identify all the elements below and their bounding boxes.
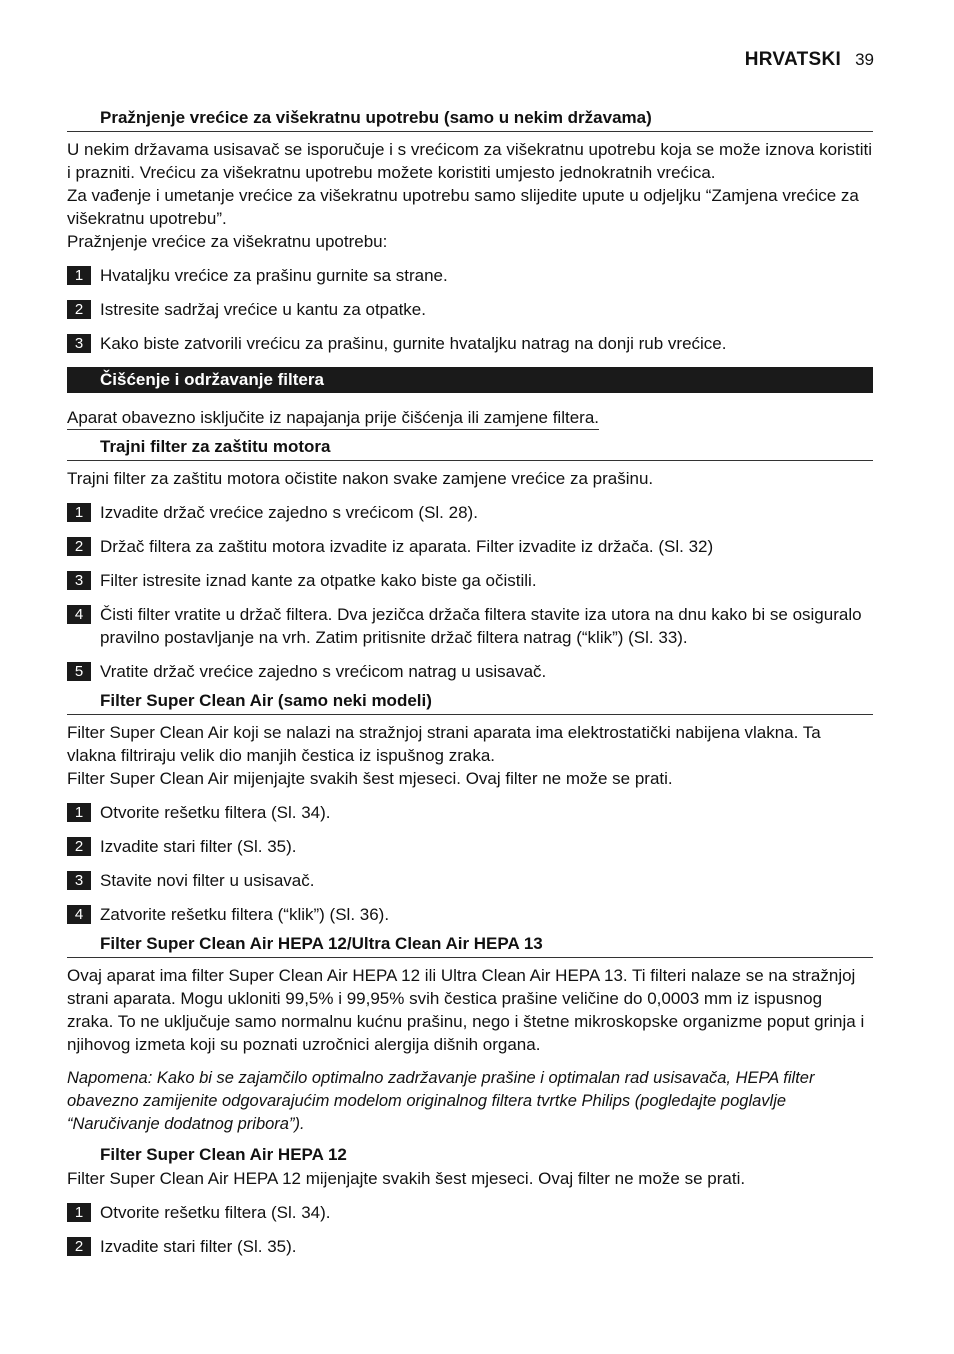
step-item xyxy=(67,869,873,892)
step-text: Stavite novi filter u usisavač. xyxy=(100,871,315,890)
step-text: Vratite držač vrećice zajedno s vrećicom natrag u usisavač. xyxy=(100,662,547,681)
step-text: Držač filtera za zaštitu motora izvadite iz aparata. Filter izvadite iz držača. (Sl. 32) xyxy=(100,537,714,556)
note-text: Napomena: Kako bi se zajamčilo optimalno zadržavanje prašine i optimalan rad usisavača, HEPA filter obavezno zamijenite odgovarajućim modelom originalnog filtera tvrtke Philips (pogledajte poglavlje “Naručivanje dodatnog pribora”). xyxy=(67,1069,815,1133)
paragraph: Filter Super Clean Air koji se nalazi na stražnjoj strani aparata ima elektrostatički nabijena vlakna. Ta vlakna filtriraju velik dio manjih čestica iz ispušnog zraka. xyxy=(67,723,821,765)
page-header xyxy=(745,49,874,71)
step-item xyxy=(67,501,873,524)
section-heading-hepa-12: Filter Super Clean Air HEPA 12 xyxy=(100,1145,347,1164)
step-text: Čisti filter vratite u držač filtera. Dva jezičca držača filtera stavite iza utora na dnu kako bi se osiguralo pravilno postavljanje na vrh. Zatim pritisnite držač filtera natrag (“klik”) (Sl. 33). xyxy=(100,605,862,647)
step-number: 1 xyxy=(67,266,91,285)
step-item xyxy=(67,569,873,592)
step-item xyxy=(67,835,873,858)
step-number: 5 xyxy=(67,662,91,681)
step-item xyxy=(67,535,873,558)
paragraph: Ovaj aparat ima filter Super Clean Air HEPA 12 ili Ultra Clean Air HEPA 13. Ti filteri nalaze se na stražnjoj strani aparata. Mogu ukloniti 99,5% i 99,95% svih čestica prašine veličine do 0,0003 mm iz ispusnog zraka. To ne uključuje samo normalnu kućnu prašinu, nego i štetne mikroskopske organizme poput grinja i njihovog izmeta koji su poznati uzročnici alergija dišnih organa. xyxy=(67,966,865,1054)
step-number: 2 xyxy=(67,300,91,319)
step-text: Otvorite rešetku filtera (Sl. 34). xyxy=(100,803,331,822)
step-number: 3 xyxy=(67,571,91,590)
step-number: 1 xyxy=(67,503,91,522)
step-item xyxy=(67,903,873,926)
step-item xyxy=(67,660,873,683)
step-number: 3 xyxy=(67,871,91,890)
step-item xyxy=(67,1201,873,1224)
page-number: 39 xyxy=(855,50,874,69)
step-item xyxy=(67,264,873,287)
paragraph: Filter Super Clean Air HEPA 12 mijenjajte svakih šest mjeseci. Ovaj filter ne može se prati. xyxy=(67,1169,746,1188)
step-item xyxy=(67,332,873,355)
step-number: 1 xyxy=(67,803,91,822)
step-text: Otvorite rešetku filtera (Sl. 34). xyxy=(100,1203,331,1222)
step-item xyxy=(67,801,873,824)
step-item xyxy=(67,1235,873,1258)
step-text: Filter istresite iznad kante za otpatke kako biste ga očistili. xyxy=(100,571,537,590)
warning-text: Aparat obavezno isključite iz napajanja prije čišćenja ili zamjene filtera. xyxy=(67,406,599,430)
section-heading-reusable-bag: Pražnjenje vrećice za višekratnu upotrebu (samo u nekim državama) xyxy=(67,108,873,132)
language-label: HRVATSKI xyxy=(744,49,842,70)
step-item xyxy=(67,603,873,649)
step-text: Izvadite stari filter (Sl. 35). xyxy=(100,1237,297,1256)
section-heading-hepa-12-13: Filter Super Clean Air HEPA 12/Ultra Clean Air HEPA 13 xyxy=(67,934,873,958)
step-number: 2 xyxy=(67,837,91,856)
paragraph: Pražnjenje vrećice za višekratnu upotrebu: xyxy=(67,232,388,251)
paragraph: Trajni filter za zaštitu motora očistite nakon svake zamjene vrećice za prašinu. xyxy=(67,469,654,488)
step-number: 4 xyxy=(67,605,91,624)
step-text: Izvadite stari filter (Sl. 35). xyxy=(100,837,297,856)
manual-content xyxy=(67,108,873,1258)
section-heading-motor-filter: Trajni filter za zaštitu motora xyxy=(67,437,873,461)
section-heading-filter-cleaning: Čišćenje i održavanje filtera xyxy=(67,367,873,393)
paragraph: Za vađenje i umetanje vrećice za višekratnu upotrebu samo slijedite upute u odjeljku “Zamjena vrećice za višekratnu upotrebu”. xyxy=(67,186,859,228)
step-text: Hvataljku vrećice za prašinu gurnite sa strane. xyxy=(100,266,448,285)
step-number: 4 xyxy=(67,905,91,924)
step-item xyxy=(67,298,873,321)
paragraph: Filter Super Clean Air mijenjajte svakih šest mjeseci. Ovaj filter ne može se prati. xyxy=(67,769,673,788)
step-number: 1 xyxy=(67,1203,91,1222)
paragraph: U nekim državama usisavač se isporučuje i s vrećicom za višekratnu upotrebu koja se može iznova koristiti i prazniti. Vrećicu za višekratnu upotrebu možete koristiti umjesto jednokratnih vrećica. xyxy=(67,140,872,182)
step-text: Izvadite držač vrećice zajedno s vrećicom (Sl. 28). xyxy=(100,503,478,522)
step-number: 2 xyxy=(67,537,91,556)
section-heading-super-clean-air: Filter Super Clean Air (samo neki modeli) xyxy=(67,691,873,715)
step-text: Zatvorite rešetku filtera (“klik”) (Sl. 36). xyxy=(100,905,390,924)
step-number: 3 xyxy=(67,334,91,353)
step-number: 2 xyxy=(67,1237,91,1256)
step-text: Istresite sadržaj vrećice u kantu za otpatke. xyxy=(100,300,426,319)
step-text: Kako biste zatvorili vrećicu za prašinu, gurnite hvataljku natrag na donji rub vrećice. xyxy=(100,334,727,353)
